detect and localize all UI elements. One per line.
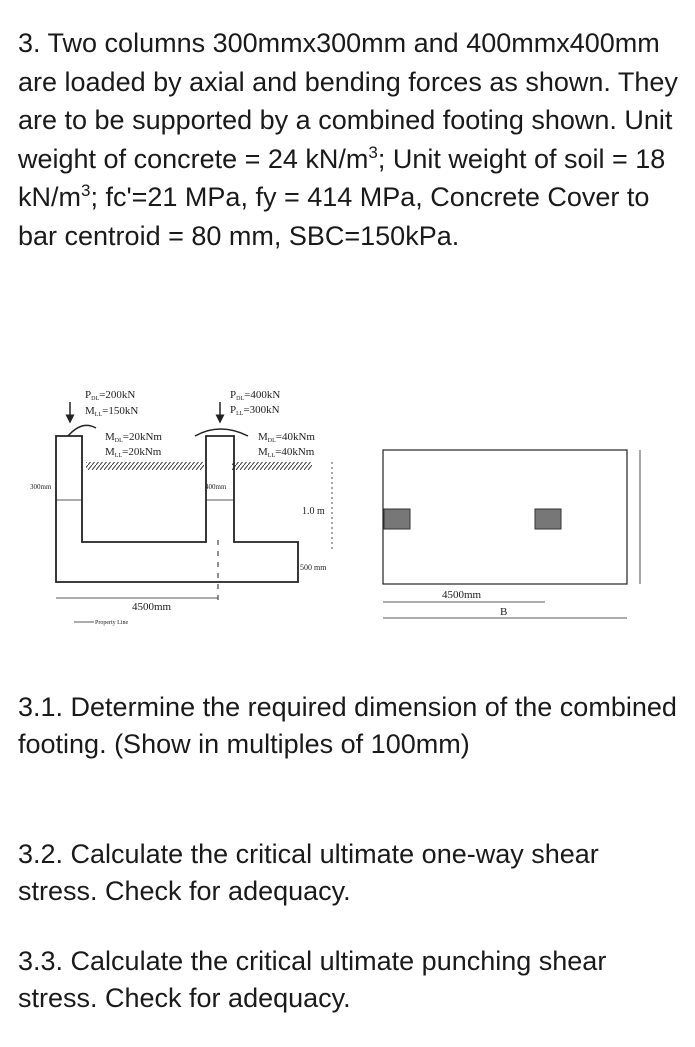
col1-mdl: MDL=20kNm: [105, 431, 162, 444]
problem-statement: [18, 24, 683, 255]
superscript: 3: [81, 181, 91, 200]
ground-hatch: [86, 462, 204, 470]
plan-view: [383, 450, 640, 618]
elevation-view: [30, 389, 332, 626]
plan-span-label: 4500mm: [442, 589, 482, 601]
ground-hatch: [232, 462, 312, 470]
superscript: 3: [368, 142, 378, 162]
elevation-span-label: 4500mm: [132, 601, 172, 613]
plan-width-label: B: [500, 606, 508, 618]
col1-size-label: 300mm: [30, 483, 52, 491]
moment-arrow: [195, 429, 248, 436]
question-3-2: 3.2. Calculate the critical ultimate one-way shear stress. Check for adequacy.: [18, 839, 599, 906]
col1-pdl: PDL=200kN: [85, 389, 136, 402]
col2-pll: PLL=300kN: [230, 404, 280, 417]
footing-figure: [0, 370, 695, 640]
depth-label: 1.0 m: [302, 506, 325, 517]
col1-pll: MLL=150kN: [85, 405, 139, 418]
col2-size-label: 400mm: [205, 483, 227, 491]
problem-mid: ; Unit weight of soil = 18 kN/m: [18, 143, 666, 212]
property-line-label: Property Line: [95, 620, 129, 626]
question-3-1: 3.1. Determine the required dimension of the combined footing. (Show in multiples of 100mm): [18, 692, 677, 759]
col2-pdl: PDL=400kN: [230, 389, 281, 402]
problem-intro: 3. Two columns 300mmx300mm and 400mmx400mm are loaded by axial and bending forces as shown. They are to be supported by a combined footing shown. Unit weight of concrete = 24 kN/m: [18, 28, 678, 174]
column-plan: [535, 509, 561, 529]
col1-mll: MLL=20kNm: [105, 446, 162, 459]
footing-plan: [383, 450, 627, 584]
col2-mll: MLL=40kNm: [258, 446, 315, 459]
moment-arrow: [68, 425, 96, 436]
question-3-3: 3.3. Calculate the critical ultimate punching shear stress. Check for adequacy.: [18, 946, 607, 1013]
col2-mdl: MDL=40kNm: [258, 431, 315, 444]
problem-tail: ; fc'=21 MPa, fy = 414 MPa, Concrete Cover to bar centroid = 80 mm, SBC=150kPa.: [18, 182, 650, 251]
column-plan: [384, 509, 410, 529]
thickness-label: 500 mm: [300, 563, 327, 572]
